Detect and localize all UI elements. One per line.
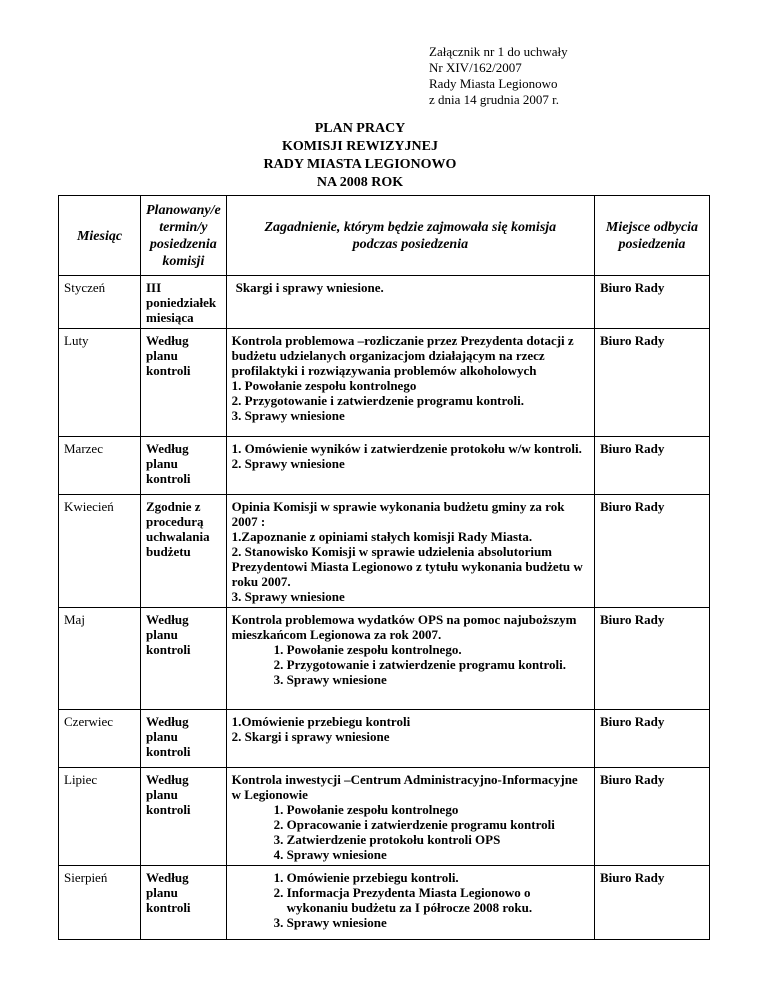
cell-term: Według planu kontroli xyxy=(141,768,227,866)
cell-place: Biuro Rady xyxy=(595,608,710,710)
header-term: Planowany/e termin/y posiedzenia komisji xyxy=(141,196,227,276)
cell-term: Zgodnie z procedurą uchwalania budżetu xyxy=(141,495,227,608)
topic-line: 1.Zapoznanie z opiniami stałych komisji Rady Miasta. xyxy=(231,529,533,544)
topic-line: 3. Sprawy wniesione xyxy=(231,408,345,423)
cell-term: Według planu kontroli xyxy=(141,329,227,437)
table-header-row xyxy=(59,196,710,276)
list-item: 1. Powołanie zespołu kontrolnego. xyxy=(287,642,589,657)
cell-term: Według planu kontroli xyxy=(141,710,227,768)
cell-term: Według planu kontroli xyxy=(141,608,227,710)
table-row xyxy=(59,608,710,710)
annex-line: Rady Miasta Legionowo xyxy=(429,76,558,91)
list-item: 3. Sprawy wniesione xyxy=(287,672,589,687)
list-item: 2. Opracowanie i zatwierdzenie programu kontroli xyxy=(287,817,589,832)
topic-line: Kontrola problemowa –rozliczanie przez Prezydenta dotacji z budżetu udzielanych organizacjom działającym na rzecz profilaktyki i rozwiązywania problemów alkoholowych xyxy=(231,333,574,378)
cell-place: Biuro Rady xyxy=(595,710,710,768)
title-line: RADY MIASTA LEGIONOWO xyxy=(263,157,457,172)
cell-month: Luty xyxy=(59,329,141,437)
cell-topic xyxy=(226,276,594,329)
topic-line: Opinia Komisji w sprawie wykonania budżetu gminy za rok 2007 : xyxy=(231,499,565,529)
header-month: Miesiąc xyxy=(59,196,141,276)
topic-line: 2. Stanowisko Komisji w sprawie udzielenia absolutorium Prezydentowi Miasta Legionowo z tytułu wykonania budżetu w roku 2007. xyxy=(231,544,583,589)
list-item: 1. Powołanie zespołu kontrolnego xyxy=(287,802,589,817)
cell-month: Styczeń xyxy=(59,276,141,329)
cell-month: Sierpień xyxy=(59,866,141,940)
title-line: KOMISJI REWIZYJNEJ xyxy=(282,139,438,154)
cell-topic xyxy=(226,710,594,768)
annex-note xyxy=(429,44,568,108)
table-row xyxy=(59,329,710,437)
topic-line: 1.Omówienie przebiegu kontroli xyxy=(231,714,411,729)
cell-place: Biuro Rady xyxy=(595,329,710,437)
list-item: 2. Przygotowanie i zatwierdzenie programu kontroli. xyxy=(287,657,589,672)
cell-term: Według planu kontroli xyxy=(141,866,227,940)
annex-line: Nr XIV/162/2007 xyxy=(429,60,522,75)
topic-line: 2. Przygotowanie i zatwierdzenie programu kontroli. xyxy=(231,393,525,408)
topic-line: 1. Omówienie wyników i zatwierdzenie protokołu w/w kontroli. xyxy=(231,441,582,456)
topic-list xyxy=(232,870,589,930)
cell-month: Lipiec xyxy=(59,768,141,866)
list-item: 1. Omówienie przebiegu kontroli. xyxy=(287,870,589,885)
cell-month: Kwiecień xyxy=(59,495,141,608)
table-row xyxy=(59,710,710,768)
cell-month: Czerwiec xyxy=(59,710,141,768)
cell-topic xyxy=(226,866,594,940)
table-row xyxy=(59,495,710,608)
topic-line: 2. Sprawy wniesione xyxy=(231,456,345,471)
table-body xyxy=(59,276,710,940)
table-row xyxy=(59,768,710,866)
cell-place: Biuro Rady xyxy=(595,866,710,940)
cell-topic xyxy=(226,608,594,710)
list-item: 4. Sprawy wniesione xyxy=(287,847,589,862)
topic-line: 1. Powołanie zespołu kontrolnego xyxy=(231,378,417,393)
topic-list xyxy=(232,642,589,687)
header-place: Miejsce odbycia posiedzenia xyxy=(595,196,710,276)
document-title xyxy=(0,120,720,192)
title-line: NA 2008 ROK xyxy=(316,175,404,190)
topic-line: 2. Skargi i sprawy wniesione xyxy=(231,729,390,744)
topic-list xyxy=(232,802,589,862)
table-row xyxy=(59,437,710,495)
annex-line: z dnia 14 grudnia 2007 r. xyxy=(429,92,559,107)
topic-line: Skargi i sprawy wniesione. xyxy=(235,280,384,295)
table-row xyxy=(59,276,710,329)
list-item: 3. Sprawy wniesione xyxy=(287,915,589,930)
list-item: 3. Zatwierdzenie protokołu kontroli OPS xyxy=(287,832,589,847)
cell-place: Biuro Rady xyxy=(595,437,710,495)
list-item: 2. Informacja Prezydenta Miasta Legionowo o wykonaniu budżetu za I półrocze 2008 roku. xyxy=(287,885,589,915)
table-row xyxy=(59,866,710,940)
cell-topic xyxy=(226,437,594,495)
title-line: PLAN PRACY xyxy=(314,121,406,136)
topic-line: Kontrola problemowa wydatków OPS na pomoc najuboższym mieszkańcom Legionowa za rok 2007. xyxy=(231,612,577,642)
cell-month: Maj xyxy=(59,608,141,710)
cell-term: Według planu kontroli xyxy=(141,437,227,495)
cell-topic xyxy=(226,768,594,866)
cell-topic xyxy=(226,495,594,608)
topic-line: Kontrola inwestycji –Centrum Administracyjno-Informacyjne w Legionowie xyxy=(231,772,578,802)
cell-place: Biuro Rady xyxy=(595,276,710,329)
header-topic: Zagadnienie, którym będzie zajmowała się komisja podczas posiedzenia xyxy=(226,196,594,276)
annex-line: Załącznik nr 1 do uchwały xyxy=(429,44,568,59)
cell-topic xyxy=(226,329,594,437)
cell-month: Marzec xyxy=(59,437,141,495)
cell-term: III poniedziałek miesiąca xyxy=(141,276,227,329)
work-plan-table xyxy=(58,195,710,940)
topic-line: 3. Sprawy wniesione xyxy=(231,589,345,604)
cell-place: Biuro Rady xyxy=(595,495,710,608)
cell-place: Biuro Rady xyxy=(595,768,710,866)
